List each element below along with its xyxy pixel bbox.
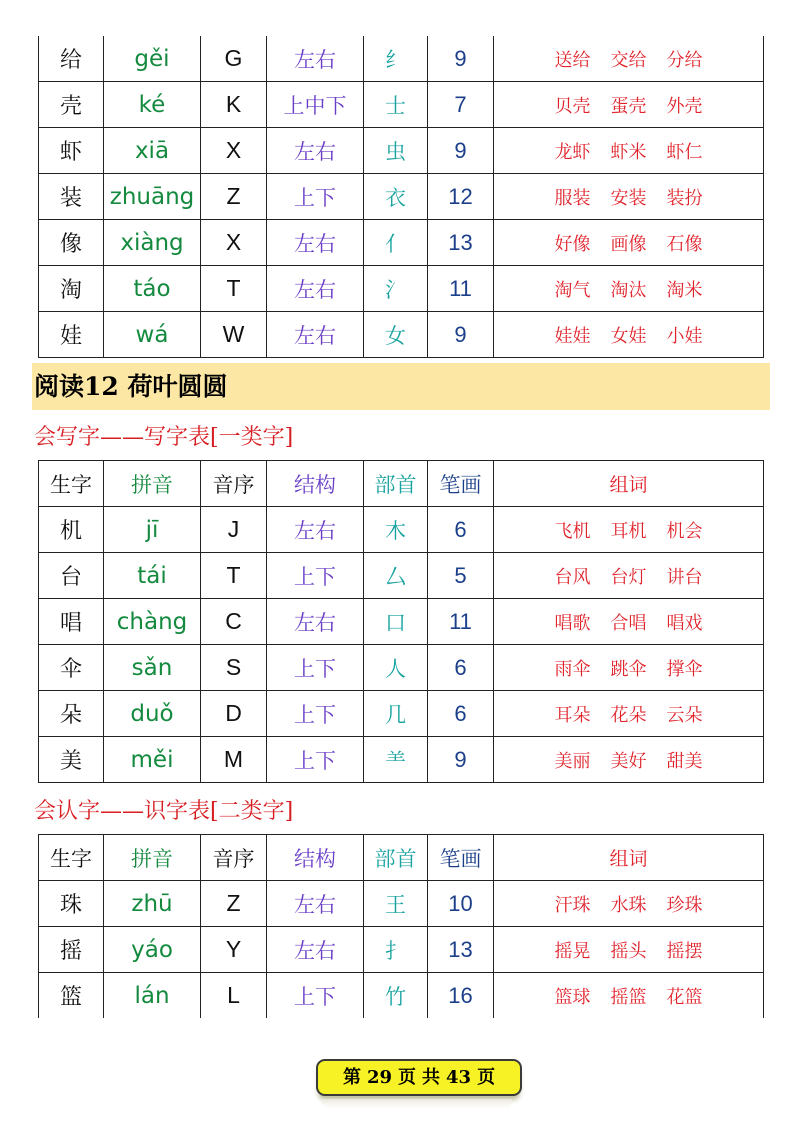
structure-cell: 上中下 (267, 82, 364, 128)
table-row (39, 82, 764, 128)
total-unit: 页 (477, 1067, 496, 1088)
table-row (39, 128, 764, 174)
char-cell: 台 (39, 553, 104, 599)
strokes-cell: 7 (428, 82, 494, 128)
table-row (39, 220, 764, 266)
pinyin-cell: měi (104, 737, 201, 783)
table-row (39, 927, 764, 973)
words-cell (494, 174, 764, 220)
pinyin-cell: yáo (104, 927, 201, 973)
word: 花篮 (666, 986, 703, 1008)
column-header: 组词 (494, 461, 764, 507)
char-cell: 淘 (39, 266, 104, 312)
char-cell: 唱 (39, 599, 104, 645)
column-header: 部首 (364, 461, 428, 507)
column-header: 笔画 (428, 461, 494, 507)
table-row (39, 312, 764, 358)
page-total: 43 (446, 1067, 472, 1088)
column-header: 拼音 (104, 461, 201, 507)
structure-cell: 左右 (267, 599, 364, 645)
word: 女娃 (610, 325, 647, 347)
table-row (39, 174, 764, 220)
char-cell: 壳 (39, 82, 104, 128)
word: 分给 (666, 49, 703, 71)
lesson-title-bar (32, 363, 770, 410)
order-cell: T (201, 553, 267, 599)
word: 淘米 (666, 279, 703, 301)
word: 美丽 (554, 750, 591, 772)
char-cell: 给 (39, 36, 104, 82)
radical-cell: 竹 (364, 973, 428, 1019)
structure-cell: 上下 (267, 691, 364, 737)
word: 雨伞 (554, 658, 591, 680)
table-row (39, 599, 764, 645)
pinyin-cell: xiā (104, 128, 201, 174)
word: 美好 (610, 750, 647, 772)
table-row (39, 881, 764, 927)
strokes-cell: 11 (428, 599, 494, 645)
table-row (39, 973, 764, 1019)
words-cell (494, 507, 764, 553)
section-title-recognize: 会认字——识字表[二类字] (34, 799, 294, 824)
word: 飞机 (554, 520, 591, 542)
radical-cell: 木 (364, 507, 428, 553)
words-cell (494, 927, 764, 973)
words-cell (494, 128, 764, 174)
structure-cell: 上下 (267, 553, 364, 599)
words-cell (494, 266, 764, 312)
table-row (39, 737, 764, 783)
word: 摇摆 (666, 940, 703, 962)
word: 花朵 (610, 704, 647, 726)
order-cell: C (201, 599, 267, 645)
char-cell: 装 (39, 174, 104, 220)
column-header: 结构 (267, 461, 364, 507)
strokes-cell: 16 (428, 973, 494, 1019)
radical-cell: 口 (364, 599, 428, 645)
char-cell: 朵 (39, 691, 104, 737)
radical-cell: 氵 (364, 266, 428, 312)
radical-cell: 扌 (364, 927, 428, 973)
radical-cell: 亻 (364, 220, 428, 266)
word: 服装 (554, 187, 591, 209)
strokes-cell: 6 (428, 691, 494, 737)
radical-cell: 女 (364, 312, 428, 358)
word: 安装 (610, 187, 647, 209)
order-cell: D (201, 691, 267, 737)
order-cell: G (201, 36, 267, 82)
order-cell: Z (201, 174, 267, 220)
table-row (39, 645, 764, 691)
structure-cell: 左右 (267, 36, 364, 82)
radical-cell: 士 (364, 82, 428, 128)
pinyin-cell: lán (104, 973, 201, 1019)
page-unit: 页 (398, 1067, 416, 1088)
column-header: 结构 (267, 835, 364, 881)
word: 石像 (666, 233, 703, 255)
structure-cell: 左右 (267, 312, 364, 358)
pinyin-cell: duǒ (104, 691, 201, 737)
word: 机会 (666, 520, 703, 542)
words-cell (494, 220, 764, 266)
char-cell: 美 (39, 737, 104, 783)
column-header: 生字 (39, 461, 104, 507)
order-cell: J (201, 507, 267, 553)
words-cell (494, 82, 764, 128)
word: 交给 (610, 49, 647, 71)
word: 装扮 (666, 187, 703, 209)
column-header: 组词 (494, 835, 764, 881)
structure-cell: 上下 (267, 174, 364, 220)
radical-cell: 衣 (364, 174, 428, 220)
page-indicator-reflection (322, 1099, 512, 1109)
order-cell: W (201, 312, 267, 358)
strokes-cell: 13 (428, 220, 494, 266)
table-row (39, 553, 764, 599)
char-cell: 娃 (39, 312, 104, 358)
words-cell (494, 691, 764, 737)
word: 耳朵 (554, 704, 591, 726)
char-cell: 伞 (39, 645, 104, 691)
word: 摇头 (610, 940, 647, 962)
order-cell: X (201, 128, 267, 174)
words-cell (494, 36, 764, 82)
radical-cell: ⺷ (364, 737, 428, 783)
order-cell: L (201, 973, 267, 1019)
pinyin-cell: xiàng (104, 220, 201, 266)
word: 摇晃 (554, 940, 591, 962)
word: 蛋壳 (610, 95, 647, 117)
pinyin-cell: gěi (104, 36, 201, 82)
pinyin-cell: zhū (104, 881, 201, 927)
total-word: 共 (422, 1067, 440, 1088)
radical-cell: 王 (364, 881, 428, 927)
words-cell (494, 881, 764, 927)
strokes-cell: 5 (428, 553, 494, 599)
strokes-cell: 10 (428, 881, 494, 927)
recognize-char-table (38, 834, 764, 1018)
words-cell (494, 312, 764, 358)
radical-cell: 几 (364, 691, 428, 737)
word: 撑伞 (666, 658, 703, 680)
column-header: 音序 (201, 461, 267, 507)
word: 摇篮 (610, 986, 647, 1008)
strokes-cell: 12 (428, 174, 494, 220)
char-table-continued (38, 36, 764, 358)
word: 篮球 (554, 986, 591, 1008)
word: 合唱 (610, 612, 647, 634)
column-header: 生字 (39, 835, 104, 881)
lesson-title: 阅读12 荷叶圆圆 (34, 372, 228, 401)
table-row (39, 507, 764, 553)
table-row (39, 266, 764, 312)
word: 台灯 (610, 566, 647, 588)
char-cell: 摇 (39, 927, 104, 973)
word: 云朵 (666, 704, 703, 726)
char-cell: 机 (39, 507, 104, 553)
pinyin-cell: ké (104, 82, 201, 128)
word: 水珠 (610, 894, 647, 916)
strokes-cell: 9 (428, 36, 494, 82)
section-title-write: 会写字——写字表[一类字] (34, 425, 294, 450)
pinyin-cell: sǎn (104, 645, 201, 691)
structure-cell: 上下 (267, 973, 364, 1019)
pinyin-cell: táo (104, 266, 201, 312)
word: 贝壳 (554, 95, 591, 117)
structure-cell: 左右 (267, 128, 364, 174)
radical-cell: 人 (364, 645, 428, 691)
table-row (39, 36, 764, 82)
word: 唱戏 (666, 612, 703, 634)
char-cell: 虾 (39, 128, 104, 174)
word: 虾仁 (666, 141, 703, 163)
radical-cell: 纟 (364, 36, 428, 82)
pinyin-cell: chàng (104, 599, 201, 645)
radical-cell: 厶 (364, 553, 428, 599)
word: 娃娃 (554, 325, 591, 347)
word: 龙虾 (554, 141, 591, 163)
words-cell (494, 737, 764, 783)
table-header-row (39, 835, 764, 881)
word: 淘汰 (610, 279, 647, 301)
strokes-cell: 9 (428, 737, 494, 783)
word: 珍珠 (666, 894, 703, 916)
word: 小娃 (666, 325, 703, 347)
strokes-cell: 9 (428, 128, 494, 174)
word: 送给 (554, 49, 591, 71)
strokes-cell: 11 (428, 266, 494, 312)
char-cell: 像 (39, 220, 104, 266)
page-current: 29 (366, 1067, 392, 1088)
structure-cell: 左右 (267, 927, 364, 973)
char-cell: 篮 (39, 973, 104, 1019)
write-char-table (38, 460, 764, 783)
word: 虾米 (610, 141, 647, 163)
word: 跳伞 (610, 658, 647, 680)
page-word: 第 (342, 1067, 361, 1088)
word: 好像 (554, 233, 591, 255)
order-cell: M (201, 737, 267, 783)
structure-cell: 上下 (267, 737, 364, 783)
word: 汗珠 (554, 894, 591, 916)
words-cell (494, 599, 764, 645)
order-cell: S (201, 645, 267, 691)
strokes-cell: 6 (428, 507, 494, 553)
order-cell: X (201, 220, 267, 266)
order-cell: Z (201, 881, 267, 927)
word: 外壳 (666, 95, 703, 117)
pinyin-cell: zhuāng (104, 174, 201, 220)
word: 台风 (554, 566, 591, 588)
page-indicator (316, 1059, 522, 1096)
strokes-cell: 13 (428, 927, 494, 973)
word: 讲台 (666, 566, 703, 588)
words-cell (494, 553, 764, 599)
structure-cell: 左右 (267, 507, 364, 553)
strokes-cell: 9 (428, 312, 494, 358)
order-cell: T (201, 266, 267, 312)
words-cell (494, 645, 764, 691)
pinyin-cell: wá (104, 312, 201, 358)
word: 唱歌 (554, 612, 591, 634)
order-cell: Y (201, 927, 267, 973)
structure-cell: 左右 (267, 266, 364, 312)
word: 耳机 (610, 520, 647, 542)
radical-cell: 虫 (364, 128, 428, 174)
pinyin-cell: jī (104, 507, 201, 553)
word: 淘气 (554, 279, 591, 301)
column-header: 部首 (364, 835, 428, 881)
words-cell (494, 973, 764, 1019)
table-header-row (39, 461, 764, 507)
pinyin-cell: tái (104, 553, 201, 599)
structure-cell: 左右 (267, 220, 364, 266)
order-cell: K (201, 82, 267, 128)
column-header: 音序 (201, 835, 267, 881)
column-header: 拼音 (104, 835, 201, 881)
word: 甜美 (666, 750, 703, 772)
column-header: 笔画 (428, 835, 494, 881)
structure-cell: 上下 (267, 645, 364, 691)
word: 画像 (610, 233, 647, 255)
structure-cell: 左右 (267, 881, 364, 927)
strokes-cell: 6 (428, 645, 494, 691)
char-cell: 珠 (39, 881, 104, 927)
table-row (39, 691, 764, 737)
